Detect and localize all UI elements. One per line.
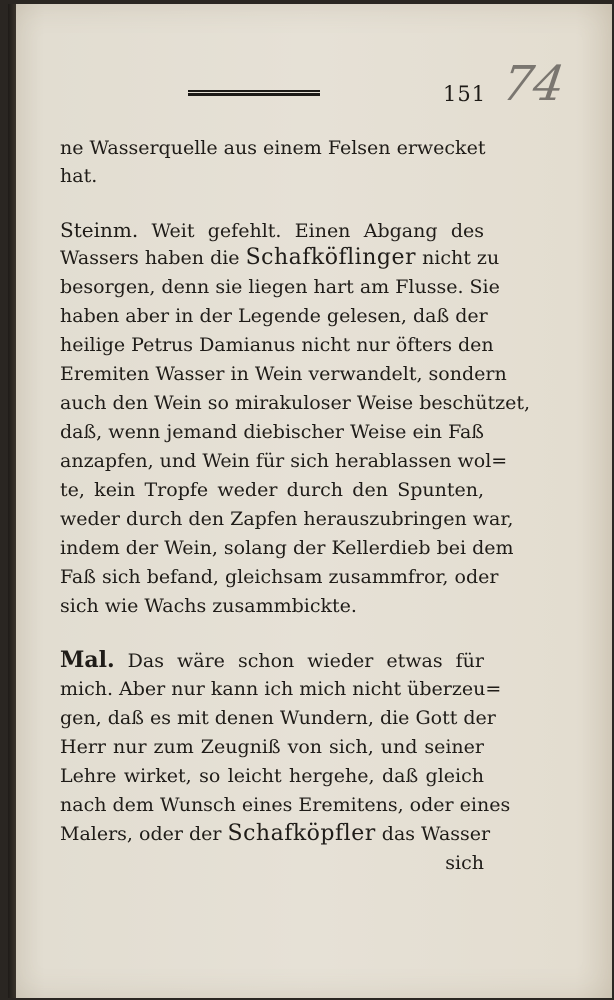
text-line: daß, wenn jemand diebischer Weise ein Faß <box>60 421 484 443</box>
text-line: anzapfen, und Wein für sich herablassen wol= <box>60 450 508 472</box>
page-number: 151 <box>443 82 487 106</box>
text-segment: Weit gefehlt. Einen Abgang des <box>151 220 484 242</box>
text-line: te, kein Tropfe weder durch den Spunten, <box>60 479 484 501</box>
text-line <box>60 821 491 846</box>
text-line <box>60 218 484 243</box>
text-line: hat. <box>60 165 98 187</box>
text-line: sich wie Wachs zusammbickte. <box>60 595 357 617</box>
text-segment: nicht zu <box>422 247 500 269</box>
text-line: Faß sich befand, gleichsam zusammfror, oder <box>60 566 499 588</box>
text-line: Herr nur zum Zeugniß von sich, und seiner <box>60 736 484 758</box>
handwritten-archive-number: 74 <box>499 56 569 112</box>
text-segment: Wassers haben die <box>60 247 240 269</box>
text-line: weder durch den Zapfen herauszubringen war, <box>60 508 514 530</box>
text-line: auch den Wein so mirakuloser Weise beschützet, <box>60 392 531 414</box>
text-line: Eremiten Wasser in Wein verwandelt, sondern <box>60 363 507 385</box>
text-segment: das Wasser <box>381 823 491 845</box>
text-line <box>60 245 500 270</box>
text-line <box>60 648 484 673</box>
text-line: haben aber in der Legende gelesen, daß der <box>60 305 488 327</box>
text-line: heilige Petrus Damianus nicht nur öfters den <box>60 334 494 356</box>
text-line: gen, daß es mit denen Wundern, die Gott der <box>60 707 496 729</box>
text-line: Lehre wirket, so leicht hergehe, daß gleich <box>60 765 484 787</box>
catchword: sich <box>445 852 484 874</box>
text-line: indem der Wein, solang der Kellerdieb bei dem <box>60 537 514 559</box>
page-binding-edge <box>8 4 16 998</box>
emphasized-name: Schafköflinger <box>245 245 417 270</box>
text-segment: Malers, oder der <box>60 823 222 845</box>
text-segment: Das wäre schon wieder etwas für <box>127 650 484 672</box>
emphasized-name: Schafköpfler <box>227 821 376 846</box>
text-line: ne Wasserquelle aus einem Felsen erwecket <box>60 137 486 159</box>
header-rule <box>188 90 320 96</box>
speaker-name: Steinm. <box>60 218 139 242</box>
text-line: besorgen, denn sie liegen hart am Flusse. Sie <box>60 276 500 298</box>
book-page <box>8 4 612 998</box>
text-line: mich. Aber nur kann ich mich nicht überzeu= <box>60 678 502 700</box>
speaker-name: Mal. <box>60 647 115 673</box>
text-line: nach dem Wunsch eines Eremitens, oder eines <box>60 794 511 816</box>
